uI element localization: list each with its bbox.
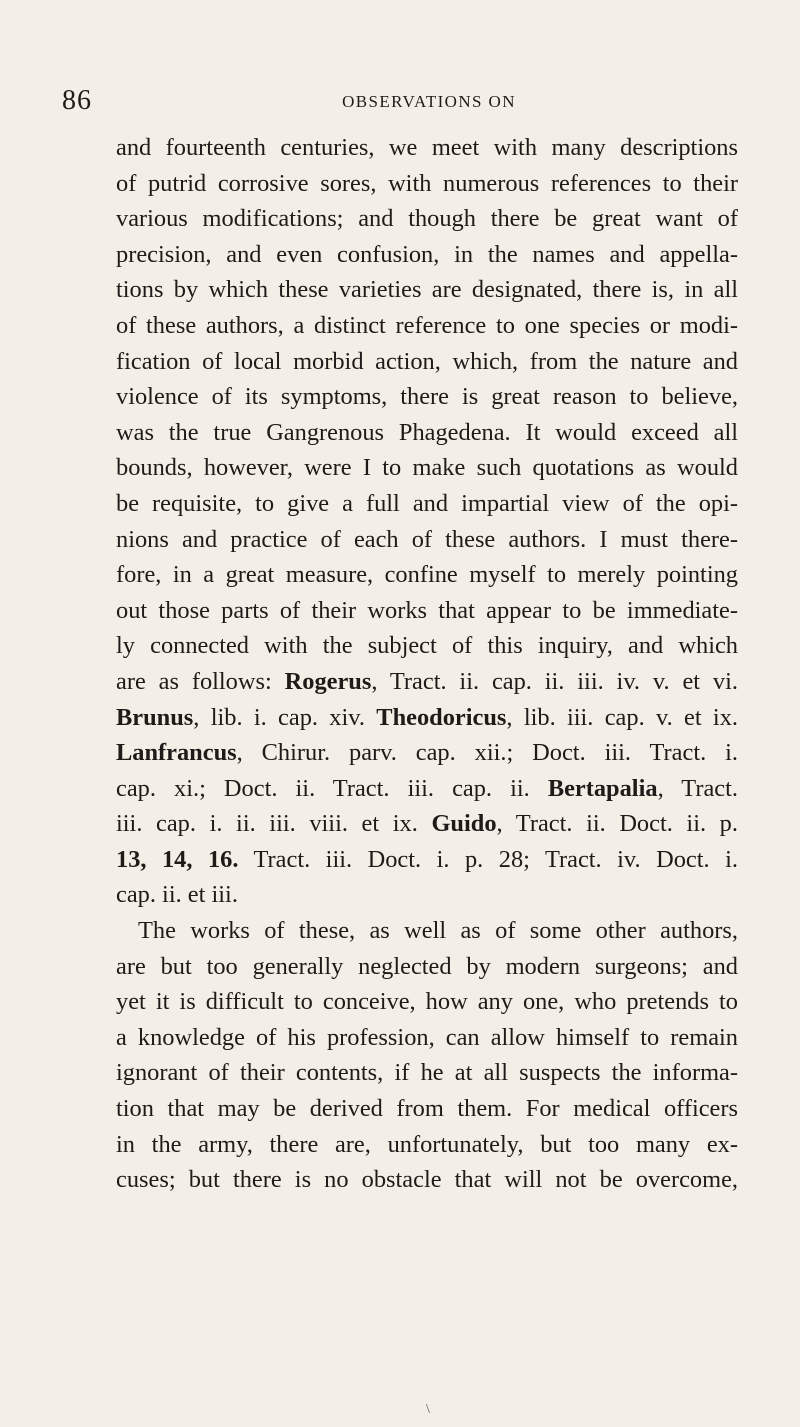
- author-name: Lanfrancus: [116, 739, 237, 767]
- text-line: in the army, there are, unfortunately, but too many ex-: [116, 1130, 738, 1158]
- ref-text: , lib. iii. cap. v. et ix.: [506, 703, 738, 731]
- reference-line: [116, 842, 738, 878]
- text-line: be requisite, to give a full and impartial view of the opi-: [116, 489, 738, 517]
- text-line: was the true Gangrenous Phagedena. It would exceed all: [116, 418, 738, 446]
- text-line: out those parts of their works that appear to be immediate-: [116, 596, 738, 624]
- text-line: yet it is difficult to conceive, how any one, who pretends to: [116, 988, 738, 1016]
- ref-text: , Tract. ii. cap. ii. iii. iv. v. et vi.: [371, 667, 739, 695]
- page-numbers: 13, 14, 16.: [116, 845, 239, 873]
- ref-text: , Tract. ii. Doct. ii. p.: [496, 810, 738, 838]
- author-name: Theodoricus: [376, 703, 507, 731]
- ref-text: , lib. i. cap. xiv.: [193, 703, 377, 731]
- text-line: of putrid corrosive sores, with numerous references to their: [116, 169, 738, 197]
- text-line: ignorant of their contents, if he at all suspects the informa-: [116, 1059, 738, 1087]
- text-line: violence of its symptoms, there is great reason to believe,: [116, 383, 738, 411]
- page-number: 86: [62, 85, 92, 116]
- reference-line: cap. ii. et iii.: [116, 881, 238, 909]
- reference-line: [116, 664, 738, 700]
- author-name: Guido: [431, 810, 497, 838]
- text-line: various modifications; and though there be great want of: [116, 205, 738, 233]
- reference-line: [116, 771, 738, 807]
- running-head: [62, 84, 742, 118]
- text-line: a knowledge of his profession, can allow himself to remain: [116, 1023, 738, 1051]
- author-name: Brunus: [116, 703, 194, 731]
- reference-line: [116, 806, 738, 842]
- text-line: ly connected with the subject of this inquiry, and which: [116, 632, 738, 660]
- body-text: [116, 130, 738, 1198]
- text-line: The works of these, as well as of some other authors,: [138, 917, 738, 945]
- reference-line: [116, 700, 738, 736]
- text-line: tion that may be derived from them. For medical officers: [116, 1095, 738, 1123]
- text-line: cuses; but there is no obstacle that will not be overcome,: [116, 1166, 738, 1194]
- ref-text: are as follows:: [116, 667, 285, 695]
- text-line: precision, and even confusion, in the names and appella-: [116, 240, 738, 268]
- text-line: of these authors, a distinct reference to one species or modi-: [116, 311, 738, 339]
- ref-text: Tract. iii. Doct. i. p. 28; Tract. iv. Doct. i.: [238, 845, 738, 873]
- stray-mark: \: [426, 1402, 430, 1417]
- ref-text: cap. xi.; Doct. ii. Tract. iii. cap. ii.: [116, 774, 548, 802]
- text-line: fication of local morbid action, which, from the nature and: [116, 347, 738, 375]
- text-line: tions by which these varieties are designated, there is, in all: [116, 276, 738, 304]
- author-name: Rogerus: [284, 667, 372, 695]
- ref-text: iii. cap. i. ii. iii. viii. et ix.: [116, 810, 432, 838]
- ref-text: , Chirur. parv. cap. xii.; Doct. iii. Tract. i.: [236, 739, 738, 767]
- text-line: fore, in a great measure, confine myself to merely pointing: [116, 561, 738, 589]
- ref-text: , Tract.: [657, 774, 738, 802]
- running-title: OBSERVATIONS ON: [342, 92, 516, 111]
- text-line: nions and practice of each of these authors. I must there-: [116, 525, 738, 553]
- text-line: are but too generally neglected by modern surgeons; and: [116, 952, 738, 980]
- text-line: bounds, however, were I to make such quotations as would: [116, 454, 738, 482]
- reference-line: [116, 735, 738, 771]
- author-name: Bertapalia: [547, 774, 658, 802]
- text-line: and fourteenth centuries, we meet with many descriptions: [116, 134, 738, 161]
